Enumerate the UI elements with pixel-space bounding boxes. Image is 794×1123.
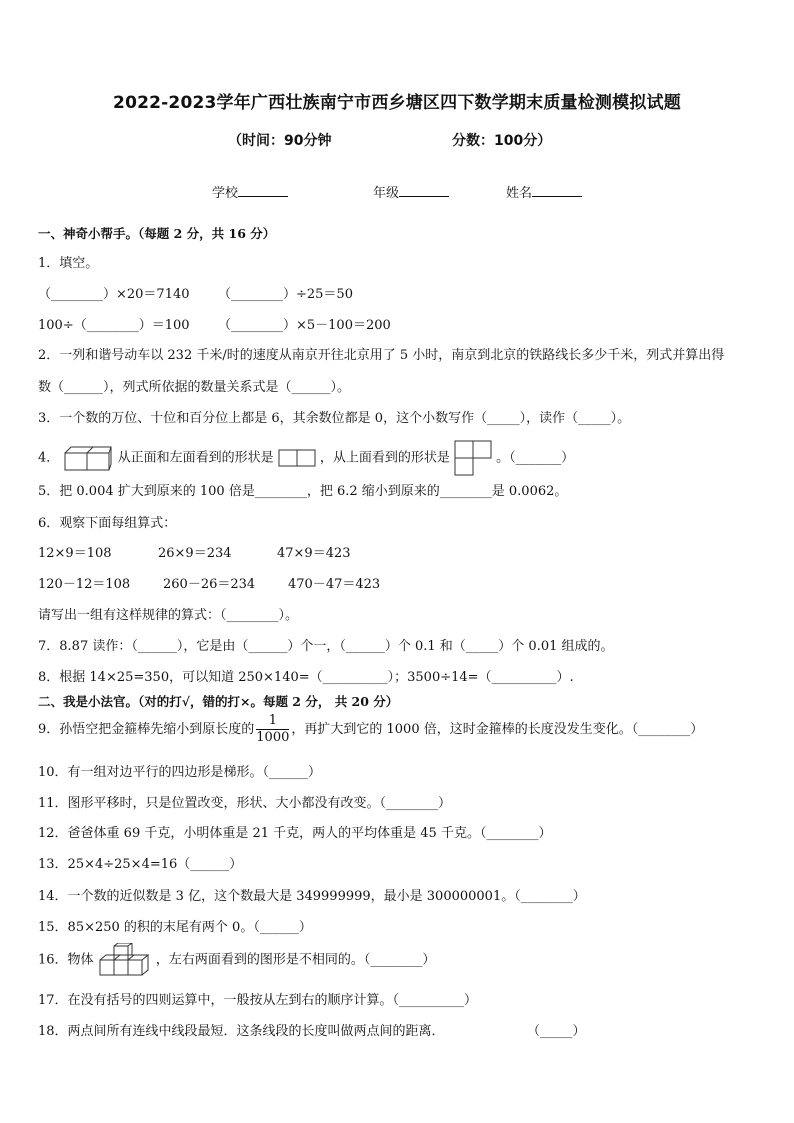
q3[interactable]: 3．一个数的万位、十位和百分位上都是 6，其余数位都是 0，这个小数写作（_____），读作（_____）。	[38, 411, 631, 426]
front-view-icon	[278, 448, 316, 468]
q6-r2-c: 470－47＝423	[288, 577, 381, 592]
top-view-icon	[454, 440, 492, 476]
q11[interactable]: 11．图形平移时，只是位置改变，形状、大小都没有改变。（________）	[38, 796, 452, 811]
q12[interactable]: 12．爸爸体重 69 千克，小明体重是 21 千克，两人的平均体重是 45 千克。（________）	[38, 826, 552, 841]
q4[interactable]	[38, 440, 574, 476]
q13[interactable]: 13．25×4÷25×4=16（______）	[38, 857, 243, 872]
q9-fraction	[256, 713, 289, 746]
q18-text: 18．两点间所有连线中线段最短．这条线段的长度叫做两点间的距离．	[38, 1024, 445, 1039]
grade-label: 年级	[373, 186, 400, 201]
q6-r2-a: 120－12＝108	[38, 577, 131, 592]
q1-b[interactable]: （________）÷25＝50	[218, 287, 353, 302]
q5[interactable]: 5．把 0.004 扩大到原来的 100 倍是________，把 6.2 缩小到原来的________是 0.0062。	[38, 484, 568, 499]
q1-a[interactable]: （________）×20＝7140	[38, 287, 190, 302]
fraction-denominator: 1000	[256, 730, 290, 745]
q9[interactable]	[38, 713, 703, 746]
q1-title: 1．填空。	[38, 256, 99, 271]
q1-d[interactable]: （________）×5－100＝200	[218, 318, 391, 333]
score-label: 分数：100分）	[452, 133, 552, 149]
section-2-heading: 二、我是小法官。（对的打√，错的打×。每题 2 分， 共 20 分）	[38, 694, 399, 709]
q15[interactable]: 15．85×250 的积的末尾有两个 0。（______）	[38, 920, 312, 935]
q4-number: 4．	[38, 450, 60, 466]
q9-text-a: 9．孙悟空把金箍棒先缩小到原长度的	[38, 722, 255, 737]
q14[interactable]: 14．一个数的近似数是 3 亿，这个数最大是 349999999，最小是 300000001。（________）	[38, 889, 586, 904]
q4-text-a: 从正面和左面看到的形状是	[117, 450, 274, 466]
page-title: 2022-2023学年广西壮族南宁市西乡塘区四下数学期末质量检测模拟试题	[113, 93, 681, 113]
q16[interactable]	[38, 943, 435, 977]
q10[interactable]: 10．有一组对边平行的四边形是梯形。（______）	[38, 765, 322, 780]
school-field[interactable]	[212, 182, 288, 201]
q6-title: 6．观察下面每组算式：	[38, 516, 177, 531]
q16-text-a: 16．物体	[38, 952, 94, 968]
name-blank[interactable]	[532, 184, 582, 197]
cube-stack-icon	[98, 943, 152, 977]
grade-blank[interactable]	[399, 184, 449, 197]
q6-r1-c: 47×9＝423	[277, 546, 351, 561]
q6-ask[interactable]: 请写出一组有这样规律的算式：（________）。	[38, 608, 299, 623]
school-blank[interactable]	[238, 184, 288, 197]
q4-text-b: ，从上面看到的形状是	[319, 450, 450, 466]
q6-r2-b: 260－26＝234	[163, 577, 256, 592]
grade-field[interactable]	[373, 182, 449, 201]
q8[interactable]: 8．根据 14×25=350，可以知道 250×140=（__________）；3500÷14=（__________）.	[38, 670, 574, 685]
school-label: 学校	[212, 186, 239, 201]
q16-text-b: ，左右两面看到的图形是不相同的。（________）	[155, 952, 436, 968]
q6-r1-a: 12×9＝108	[38, 546, 112, 561]
q18-answer[interactable]: （_____）	[527, 1024, 586, 1039]
time-label: （时间：90分钟	[228, 133, 332, 149]
name-label: 姓名	[506, 186, 533, 201]
q9-text-b: ，再扩大到它的 1000 倍，这时金箍棒的长度没发生变化。（________）	[291, 722, 704, 737]
q4-text-c: 。（_______）	[496, 450, 575, 466]
fraction-numerator: 1	[256, 713, 289, 730]
q17[interactable]: 17．在没有括号的四则运算中，一般按从左到右的顺序计算。（__________）	[38, 993, 478, 1008]
q7[interactable]: 7．8.87 读作：（______），它是由（______）个一，（______）个 0.1 和（_____）个 0.01 组成的。	[38, 639, 614, 654]
section-1-heading: 一、神奇小帮手。（每题 2 分，共 16 分）	[38, 226, 276, 241]
q2-line1: 2．一列和谐号动车以 232 千米/时的速度从南京开往北京用了 5 小时，南京到北京的铁路线长多少千米，列式并算出得	[38, 348, 725, 363]
name-field[interactable]	[506, 182, 582, 201]
q6-r1-b: 26×9＝234	[158, 546, 232, 561]
cube-solid-icon	[63, 444, 113, 472]
q1-c[interactable]: 100÷（________）＝100	[38, 318, 190, 333]
q2-line2[interactable]: 数（______），列式所依据的数量关系式是（______）。	[38, 380, 351, 395]
